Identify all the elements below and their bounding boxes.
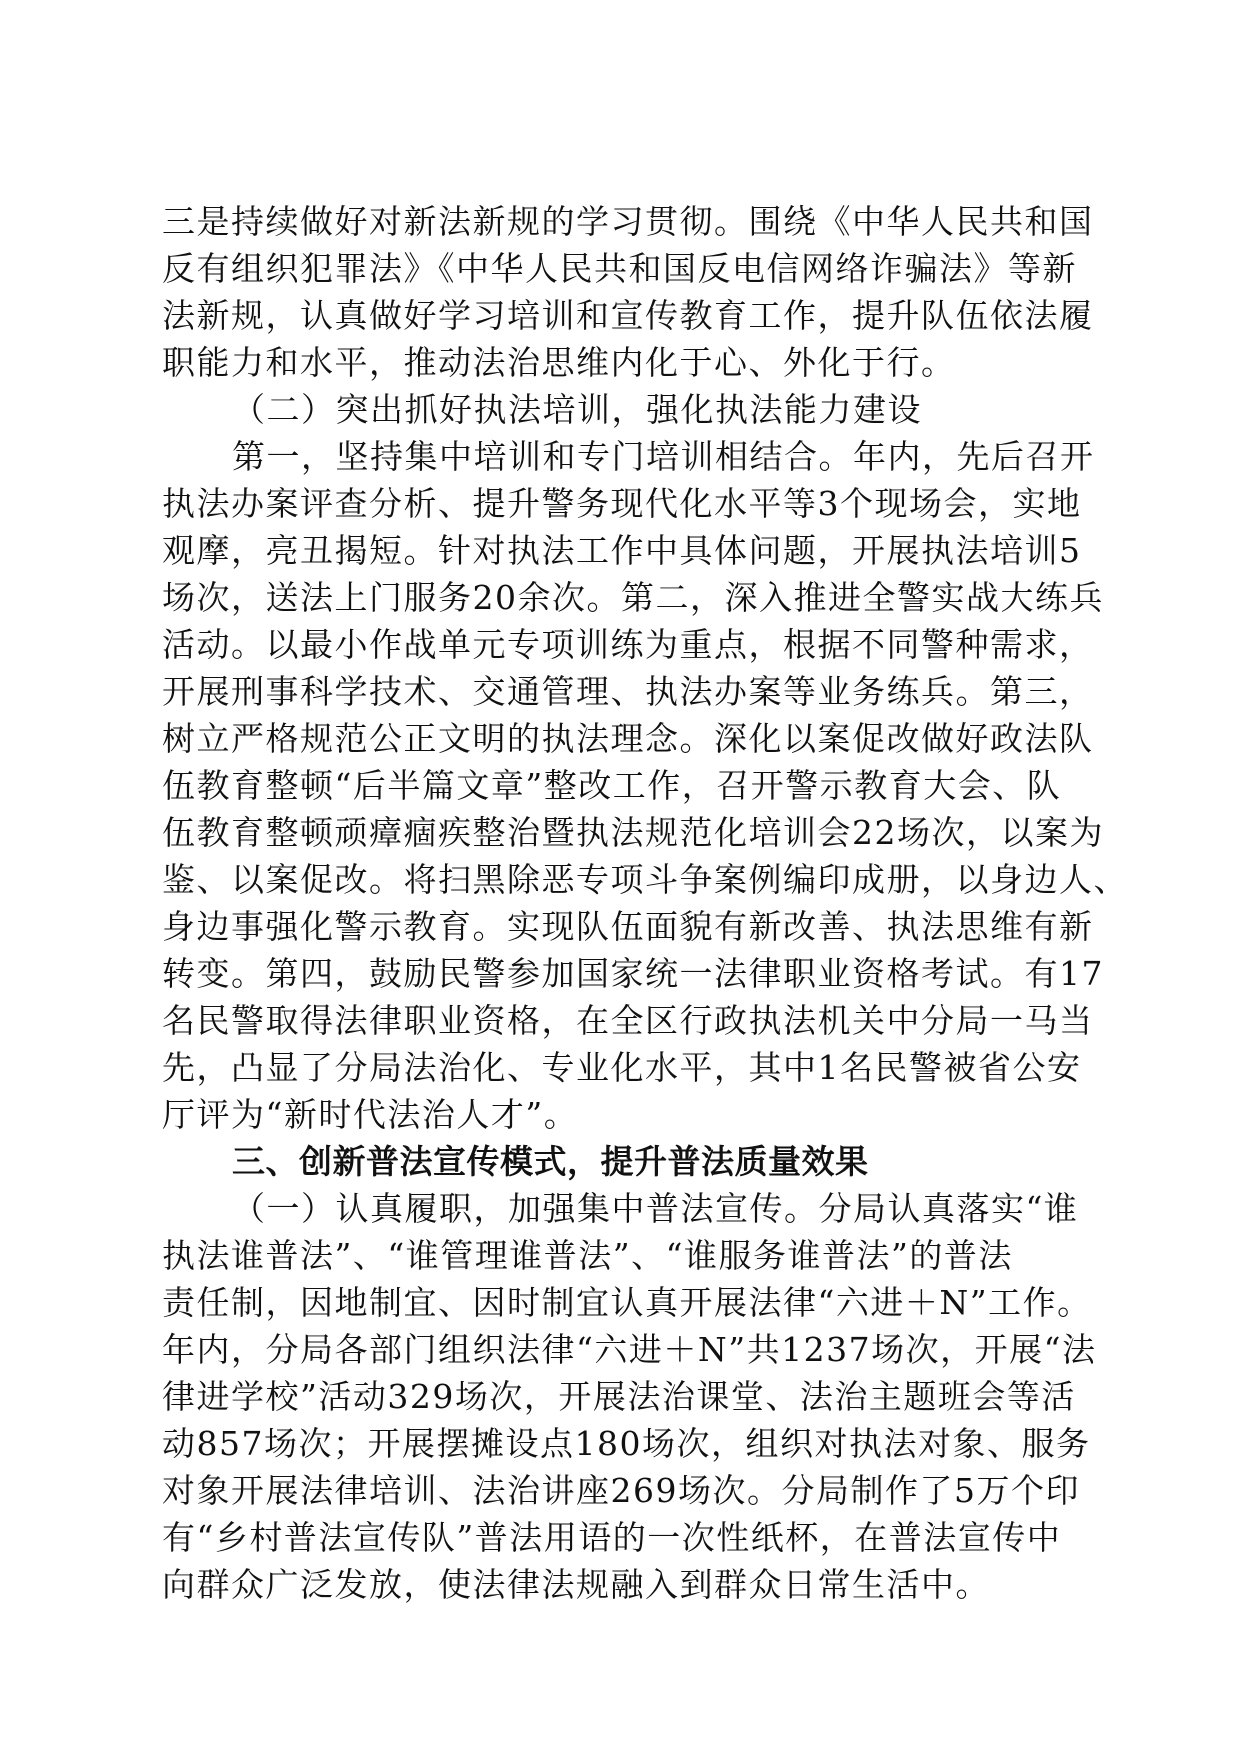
body-line: 厅评为“新时代法治人才”。 xyxy=(162,1095,579,1134)
body-line: 对象开展法律培训、法治讲座269场次。分局制作了5万个印 xyxy=(162,1471,1080,1510)
paragraph-start-line: （一）认真履职，加强集中普法宣传。分局认真落实“谁 xyxy=(232,1189,1079,1228)
body-line: 执法谁普法”、“谁管理谁普法”、“谁服务谁普法”的普法 xyxy=(162,1236,1013,1275)
subsection-heading: （二）突出抓好执法培训，强化执法能力建设 xyxy=(232,390,922,429)
body-line: 树立严格规范公正文明的执法理念。深化以案促改做好政法队 xyxy=(162,719,1094,758)
body-line: 责任制，因地制宜、因时制宜认真开展法律“六进＋N”工作。 xyxy=(162,1283,1092,1322)
body-line: 观摩，亮丑揭短。针对执法工作中具体问题，开展执法培训5 xyxy=(162,531,1082,570)
body-line: 职能力和水平，推动法治思维内化于心、外化于行。 xyxy=(162,343,956,382)
body-line: 向群众广泛发放，使法律法规融入到群众日常生活中。 xyxy=(162,1565,990,1604)
body-line: 伍教育整顿“后半篇文章”整改工作，召开警示教育大会、队 xyxy=(162,766,1062,805)
body-line: 身边事强化警示教育。实现队伍面貌有新改善、执法思维有新 xyxy=(162,907,1094,946)
body-line: 名民警取得法律职业资格，在全区行政执法机关中分局一马当 xyxy=(162,1001,1094,1040)
body-line: 反有组织犯罪法》《中华人民共和国反电信网络诈骗法》等新 xyxy=(162,249,1077,288)
body-line: 动857场次；开展摆摊设点180场次，组织对执法对象、服务 xyxy=(162,1424,1091,1463)
body-line: 有“乡村普法宣传队”普法用语的一次性纸杯，在普法宣传中 xyxy=(162,1518,1062,1557)
body-line: 活动。以最小作战单元专项训练为重点，根据不同警种需求， xyxy=(162,625,1094,664)
body-line: 律进学校”活动329场次，开展法治课堂、法治主题班会等活 xyxy=(162,1377,1076,1416)
body-line: 年内，分局各部门组织法律“六进＋N”共1237场次，开展“法 xyxy=(162,1330,1097,1369)
body-line: 伍教育整顿顽瘴痼疾整治暨执法规范化培训会22场次，以案为 xyxy=(162,813,1104,852)
body-line: 场次，送法上门服务20余次。第二，深入推进全警实战大练兵 xyxy=(162,578,1104,617)
body-line: 三是持续做好对新法新规的学习贯彻。围绕《中华人民共和国 xyxy=(162,202,1094,241)
body-line: 法新规，认真做好学习培训和宣传教育工作，提升队伍依法履 xyxy=(162,296,1094,335)
body-line: 开展刑事科学技术、交通管理、执法办案等业务练兵。第三， xyxy=(162,672,1094,711)
paragraph-start-line: 第一，坚持集中培训和专门培训相结合。年内，先后召开 xyxy=(232,437,1095,476)
body-line: 转变。第四，鼓励民警参加国家统一法律职业资格考试。有17 xyxy=(162,954,1104,993)
body-line: 先，凸显了分局法治化、专业化水平，其中1名民警被省公安 xyxy=(162,1048,1082,1087)
section-heading: 三、创新普法宣传模式，提升普法质量效果 xyxy=(232,1142,869,1181)
body-line: 执法办案评查分析、提升警务现代化水平等3个现场会，实地 xyxy=(162,484,1082,523)
body-line: 鉴、以案促改。将扫黑除恶专项斗争案例编印成册，以身边人、 xyxy=(162,860,1128,899)
document-page xyxy=(162,198,1128,1608)
